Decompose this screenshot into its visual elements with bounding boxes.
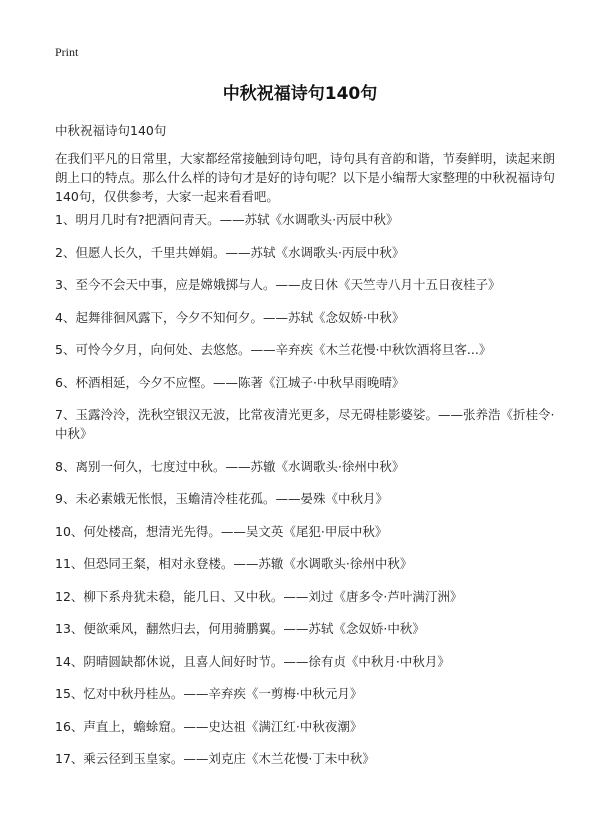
page-title: 中秋祝福诗句140句 (222, 84, 378, 104)
list-item: 15、忆对中秋丹桂丛。——辛弃疾《一剪梅·中秋元月》 (55, 686, 363, 701)
list-item: 3、至今不会天中事，应是嫦娥掷与人。——皮日休《天竺寺八月十五日夜桂子》 (55, 277, 501, 292)
list-item: 9、未必素娥无怅恨，玉蟾清冷桂花孤。——晏殊《中秋月》 (55, 491, 388, 506)
list-item: 2、但愿人长久，千里共婵娟。——苏轼《水调歌头·丙辰中秋》 (55, 244, 405, 260)
list-item: 7、玉露泠泠，洗秋空银汉无波，比常夜清光更多，尽无碍桂影婆娑。——张养浩《折桂令·中秋》 (55, 407, 555, 441)
list-item: 13、便欲乘风，翻然归去，何用骑鹏翼。——苏轼《念奴娇·中秋》 (55, 621, 425, 636)
list-item: 4、起舞徘徊风露下，今夕不知何夕。——苏轼《念奴娇·中秋》 (55, 309, 405, 325)
list-item: 6、杯酒相延，今夕不应慳。——陈著《江城子·中秋早雨晚晴》 (55, 374, 405, 390)
list-item: 17、乘云径到玉皇家。——刘克庄《木兰花慢·丁未中秋》 (55, 751, 375, 766)
list-item: 5、可怜今夕月，向何处、去悠悠。——辛弃疾《木兰花慢·中秋饮酒将旦客...》 (55, 342, 492, 357)
print-link[interactable]: Print (55, 45, 79, 59)
list-item: 1、明月几时有?把酒问青天。——苏轼《水调歌头·丙辰中秋》 (55, 212, 399, 227)
list-item: 8、离别一何久，七度过中秋。——苏辙《水调歌头·徐州中秋》 (55, 458, 405, 474)
list-item: 12、柳下系舟犹未稳，能几日、又中秋。——刘过《唐多令·芦叶满汀洲》 (55, 588, 463, 604)
list-item: 16、声直上，蟾蜍窟。——史达祖《满江红·中秋夜潮》 (55, 718, 363, 734)
intro-paragraph: 在我们平凡的日常里，大家都经常接触到诗句吧，诗句具有音韵和谐，节奏鲜明，读起来朗朗上口的特点。那么什么样的诗句才是好的诗句呢？以下是小编帮大家整理的中秋祝福诗句140句，仅供参考，大家一起来看看吧。 (55, 151, 556, 204)
article-subtitle: 中秋祝福诗句140句 (55, 123, 167, 138)
list-item: 14、阴晴圆缺都休说，且喜人间好时节。——徐有贞《中秋月·中秋月》 (55, 653, 450, 669)
poem-list (55, 210, 560, 782)
list-item: 11、但恐同王粲，相对永登楼。——苏辙《水调歌头·徐州中秋》 (55, 556, 413, 571)
list-item: 10、何处楼高，想清光先得。——吴文英《尾犯·甲辰中秋》 (55, 523, 388, 539)
